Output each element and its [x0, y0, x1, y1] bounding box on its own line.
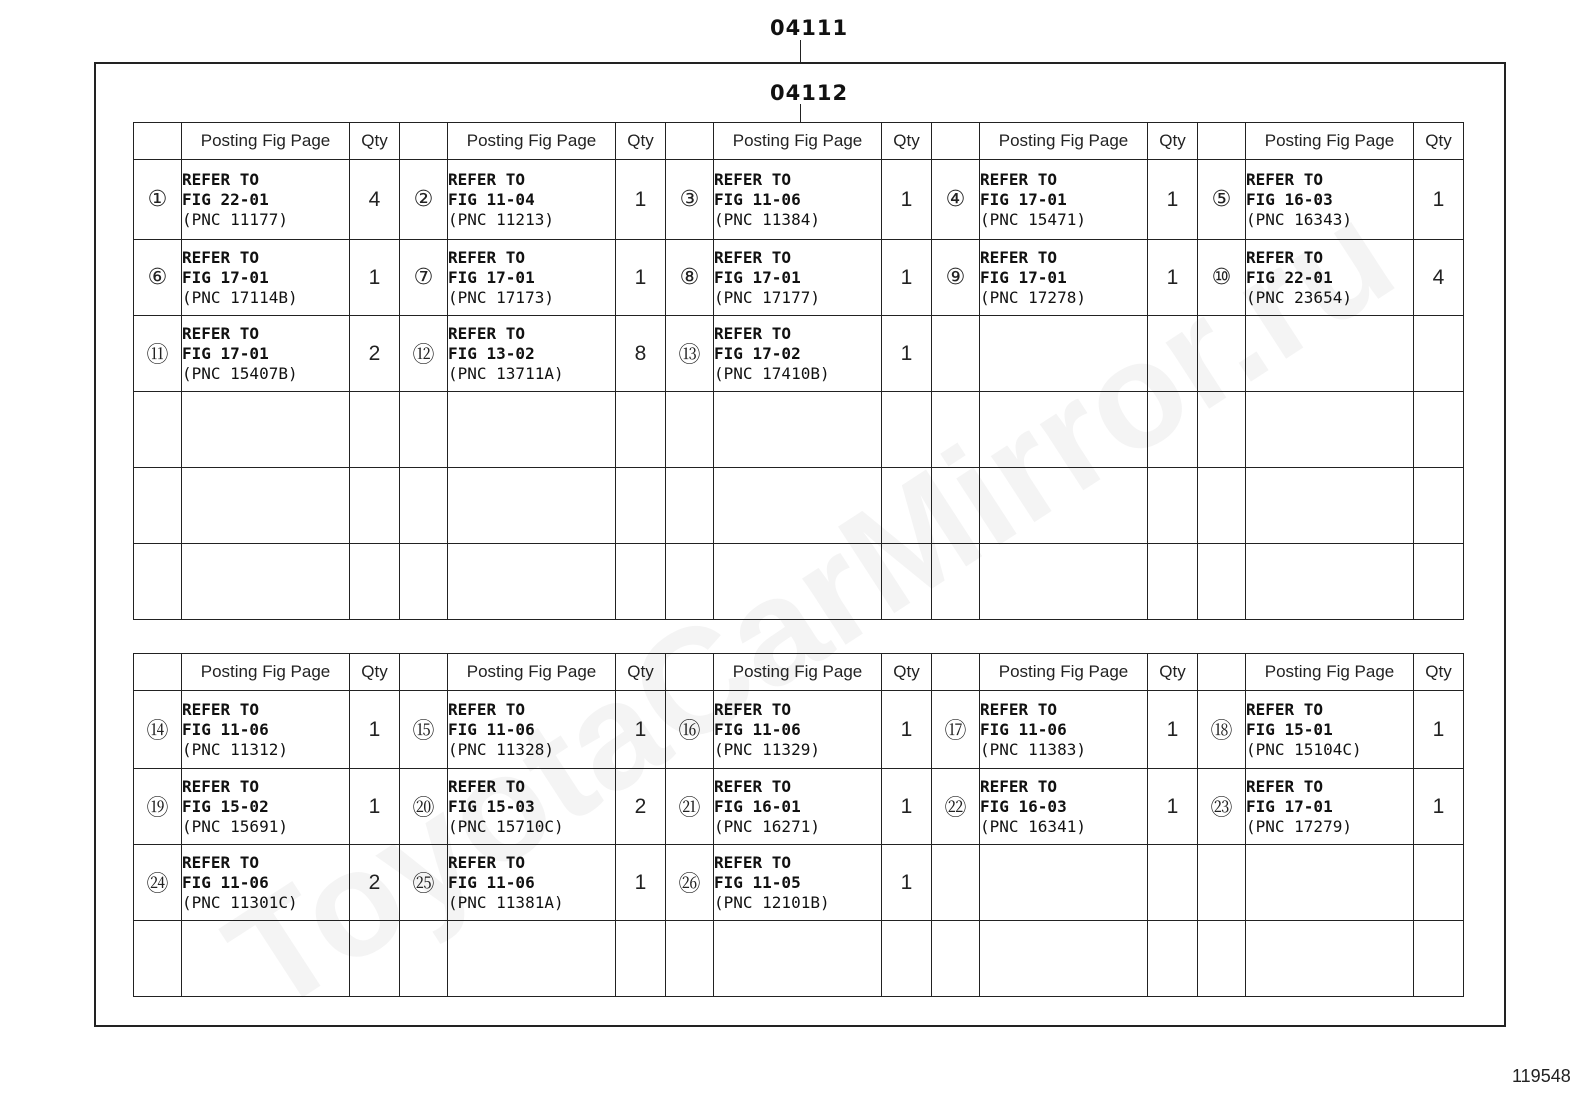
posting-reference: [448, 544, 616, 620]
reference-line-l1: REFER TO: [448, 247, 526, 267]
quantity: 1: [350, 769, 400, 845]
callout-number: ⑬: [666, 316, 714, 392]
reference-line-l1: REFER TO: [182, 699, 260, 719]
table-row: [134, 316, 1464, 392]
posting-reference: [714, 544, 882, 620]
table-row: [134, 769, 1464, 845]
quantity: 1: [1148, 769, 1198, 845]
reference-line-l1: REFER TO: [980, 699, 1058, 719]
quantity: [1148, 544, 1198, 620]
callout-number: ③: [666, 160, 714, 240]
quantity: 1: [1148, 691, 1198, 769]
reference-line-l2: FIG 11-06: [980, 719, 1067, 739]
reference-line-l2: FIG 16-01: [714, 796, 801, 816]
header-qty: Qty: [1414, 654, 1464, 691]
header-qty: Qty: [616, 123, 666, 160]
quantity: 2: [350, 316, 400, 392]
reference-line-l3: (PNC 17279): [1246, 816, 1352, 836]
reference-line-l1: REFER TO: [182, 169, 260, 189]
reference-line-l3: (PNC 11301C): [182, 892, 298, 912]
callout-number: [932, 316, 980, 392]
callout-number: [134, 468, 182, 544]
reference-line-l1: REFER TO: [980, 776, 1058, 796]
posting-reference: [980, 240, 1148, 316]
reference-line-l3: (PNC 11177): [182, 209, 288, 229]
posting-reference: [448, 316, 616, 392]
callout-number: [932, 468, 980, 544]
callout-number: [932, 921, 980, 997]
posting-reference: [1246, 240, 1414, 316]
quantity: [616, 468, 666, 544]
posting-reference: [1246, 921, 1414, 997]
quantity: [1414, 845, 1464, 921]
quantity: [1414, 921, 1464, 997]
reference-line-l2: FIG 17-01: [448, 267, 535, 287]
reference-line-l2: FIG 16-03: [980, 796, 1067, 816]
reference-line-l2: FIG 17-01: [1246, 796, 1333, 816]
callout-number: [932, 392, 980, 468]
header-qty: Qty: [1414, 123, 1464, 160]
reference-line-l2: FIG 17-01: [182, 343, 269, 363]
reference-line-l1: REFER TO: [448, 852, 526, 872]
reference-line-l3: (PNC 11312): [182, 739, 288, 759]
reference-line-l2: FIG 22-01: [1246, 267, 1333, 287]
reference-line-l3: (PNC 23654): [1246, 287, 1352, 307]
reference-line-l2: FIG 11-06: [714, 719, 801, 739]
callout-number: [1198, 544, 1246, 620]
header-posting: Posting Fig Page: [448, 654, 616, 691]
reference-line-l2: FIG 22-01: [182, 189, 269, 209]
header-posting: Posting Fig Page: [714, 123, 882, 160]
quantity: [1148, 468, 1198, 544]
reference-line-l2: FIG 15-02: [182, 796, 269, 816]
callout-number: ⑤: [1198, 160, 1246, 240]
callout-number: [400, 392, 448, 468]
posting-reference: [182, 544, 350, 620]
posting-reference: [182, 921, 350, 997]
header-num-cell: [932, 123, 980, 160]
reference-line-l3: (PNC 17410B): [714, 363, 830, 383]
reference-line-l3: (PNC 11381A): [448, 892, 564, 912]
reference-line-l3: (PNC 16341): [980, 816, 1086, 836]
reference-line-l2: FIG 15-01: [1246, 719, 1333, 739]
quantity: 1: [882, 240, 932, 316]
posting-reference: [980, 468, 1148, 544]
reference-line-l3: (PNC 11213): [448, 209, 554, 229]
quantity: 1: [1148, 240, 1198, 316]
callout-number: ⑪: [134, 316, 182, 392]
table-row: [134, 544, 1464, 620]
reference-line-l2: FIG 11-06: [448, 872, 535, 892]
reference-line-l1: REFER TO: [714, 247, 792, 267]
callout-number: ⑱: [1198, 691, 1246, 769]
posting-reference: [448, 240, 616, 316]
posting-reference: [1246, 691, 1414, 769]
reference-line-l2: FIG 17-01: [980, 267, 1067, 287]
callout-number: [400, 921, 448, 997]
posting-reference: [714, 240, 882, 316]
reference-line-l3: (PNC 11329): [714, 739, 820, 759]
reference-line-l1: REFER TO: [448, 323, 526, 343]
reference-line-l3: (PNC 15407B): [182, 363, 298, 383]
table-row: [134, 691, 1464, 769]
callout-number: ②: [400, 160, 448, 240]
posting-reference: [1246, 392, 1414, 468]
callout-number: ㉒: [932, 769, 980, 845]
quantity: 1: [616, 240, 666, 316]
reference-line-l3: (PNC 16271): [714, 816, 820, 836]
quantity: 1: [1414, 691, 1464, 769]
reference-line-l3: (PNC 12101B): [714, 892, 830, 912]
reference-line-l3: (PNC 11328): [448, 739, 554, 759]
callout-number: ⑲: [134, 769, 182, 845]
callout-number: [134, 921, 182, 997]
reference-line-l3: (PNC 17278): [980, 287, 1086, 307]
quantity: [1414, 544, 1464, 620]
quantity: [1414, 316, 1464, 392]
reference-line-l3: (PNC 17114B): [182, 287, 298, 307]
reference-line-l3: (PNC 17173): [448, 287, 554, 307]
posting-reference: [182, 392, 350, 468]
reference-line-l1: REFER TO: [1246, 247, 1324, 267]
reference-line-l1: REFER TO: [448, 776, 526, 796]
posting-reference: [980, 544, 1148, 620]
quantity: [616, 392, 666, 468]
posting-reference: [714, 468, 882, 544]
callout-number: [1198, 845, 1246, 921]
header-qty: Qty: [350, 654, 400, 691]
reference-line-l1: REFER TO: [980, 169, 1058, 189]
reference-line-l1: REFER TO: [714, 776, 792, 796]
posting-reference: [182, 468, 350, 544]
quantity: [882, 544, 932, 620]
callout-number: ㉔: [134, 845, 182, 921]
posting-reference: [1246, 316, 1414, 392]
callout-number: ㉕: [400, 845, 448, 921]
reference-line-l3: (PNC 13711A): [448, 363, 564, 383]
parts-table-upper: [133, 122, 1464, 620]
reference-line-l2: FIG 11-06: [182, 719, 269, 739]
posting-reference: [1246, 845, 1414, 921]
posting-reference: [980, 392, 1148, 468]
quantity: 1: [616, 160, 666, 240]
quantity: 4: [1414, 240, 1464, 316]
quantity: [882, 468, 932, 544]
reference-line-l2: FIG 17-01: [182, 267, 269, 287]
header-qty: Qty: [1148, 654, 1198, 691]
reference-line-l1: REFER TO: [714, 323, 792, 343]
quantity: 1: [882, 160, 932, 240]
header-posting: Posting Fig Page: [182, 123, 350, 160]
callout-number: ⑮: [400, 691, 448, 769]
quantity: 1: [1414, 769, 1464, 845]
callout-number: [134, 544, 182, 620]
header-posting: Posting Fig Page: [1246, 654, 1414, 691]
reference-line-l3: (PNC 15104C): [1246, 739, 1362, 759]
header-row: [134, 654, 1464, 691]
header-num-cell: [666, 654, 714, 691]
quantity: 1: [882, 845, 932, 921]
reference-line-l1: REFER TO: [714, 699, 792, 719]
callout-number: ⑩: [1198, 240, 1246, 316]
callout-number: [1198, 392, 1246, 468]
quantity: [1148, 316, 1198, 392]
reference-line-l3: (PNC 11383): [980, 739, 1086, 759]
quantity: [616, 544, 666, 620]
header-num-cell: [134, 123, 182, 160]
callout-number: ⑦: [400, 240, 448, 316]
quantity: 1: [350, 240, 400, 316]
posting-reference: [714, 316, 882, 392]
header-row: [134, 123, 1464, 160]
quantity: [1148, 392, 1198, 468]
header-posting: Posting Fig Page: [980, 654, 1148, 691]
posting-reference: [980, 691, 1148, 769]
header-qty: Qty: [350, 123, 400, 160]
reference-line-l1: REFER TO: [448, 169, 526, 189]
reference-line-l3: (PNC 15710C): [448, 816, 564, 836]
callout-number: [1198, 921, 1246, 997]
quantity: 8: [616, 316, 666, 392]
reference-line-l1: REFER TO: [714, 169, 792, 189]
header-posting: Posting Fig Page: [980, 123, 1148, 160]
reference-line-l1: REFER TO: [1246, 699, 1324, 719]
posting-reference: [1246, 544, 1414, 620]
reference-line-l3: (PNC 16343): [1246, 209, 1352, 229]
quantity: 1: [616, 691, 666, 769]
quantity: [350, 544, 400, 620]
quantity: 2: [350, 845, 400, 921]
posting-reference: [182, 845, 350, 921]
reference-line-l3: (PNC 17177): [714, 287, 820, 307]
callout-number: [134, 392, 182, 468]
reference-line-l2: FIG 17-01: [980, 189, 1067, 209]
reference-line-l2: FIG 11-04: [448, 189, 535, 209]
callout-number: ⑫: [400, 316, 448, 392]
header-posting: Posting Fig Page: [182, 654, 350, 691]
quantity: 1: [1148, 160, 1198, 240]
reference-line-l1: REFER TO: [1246, 776, 1324, 796]
posting-reference: [1246, 160, 1414, 240]
reference-line-l1: REFER TO: [182, 776, 260, 796]
callout-number: ①: [134, 160, 182, 240]
quantity: 1: [350, 691, 400, 769]
posting-reference: [182, 316, 350, 392]
reference-line-l2: FIG 16-03: [1246, 189, 1333, 209]
inner-leader-line: [800, 104, 801, 122]
header-num-cell: [134, 654, 182, 691]
header-posting: Posting Fig Page: [448, 123, 616, 160]
callout-number: ⑭: [134, 691, 182, 769]
header-num-cell: [1198, 123, 1246, 160]
callout-number: ⑰: [932, 691, 980, 769]
table-row: [134, 921, 1464, 997]
posting-reference: [448, 468, 616, 544]
reference-line-l1: REFER TO: [182, 247, 260, 267]
reference-line-l1: REFER TO: [1246, 169, 1324, 189]
posting-reference: [182, 769, 350, 845]
posting-reference: [448, 845, 616, 921]
posting-reference: [1246, 769, 1414, 845]
callout-number: [666, 392, 714, 468]
quantity: [350, 468, 400, 544]
callout-number: [666, 544, 714, 620]
quantity: 1: [1414, 160, 1464, 240]
table-row: [134, 845, 1464, 921]
callout-number: ㉖: [666, 845, 714, 921]
table-row: [134, 392, 1464, 468]
quantity: 1: [882, 691, 932, 769]
figure-id: 119548: [1512, 1066, 1571, 1086]
callout-number: [400, 544, 448, 620]
callout-number: ⑧: [666, 240, 714, 316]
reference-line-l3: (PNC 15691): [182, 816, 288, 836]
reference-line-l2: FIG 17-01: [714, 267, 801, 287]
callout-number: [666, 468, 714, 544]
table-row: [134, 468, 1464, 544]
callout-number: ㉓: [1198, 769, 1246, 845]
quantity: [1414, 468, 1464, 544]
callout-number: ㉑: [666, 769, 714, 845]
quantity: [616, 921, 666, 997]
header-posting: Posting Fig Page: [714, 654, 882, 691]
reference-line-l2: FIG 11-06: [182, 872, 269, 892]
quantity: [350, 921, 400, 997]
header-num-cell: [932, 654, 980, 691]
header-qty: Qty: [882, 123, 932, 160]
reference-line-l1: REFER TO: [448, 699, 526, 719]
posting-reference: [448, 769, 616, 845]
posting-reference: [714, 769, 882, 845]
callout-number: [1198, 316, 1246, 392]
callout-number: ⑨: [932, 240, 980, 316]
quantity: [350, 392, 400, 468]
posting-reference: [448, 392, 616, 468]
reference-line-l1: REFER TO: [980, 247, 1058, 267]
callout-number: ⑯: [666, 691, 714, 769]
table-row: [134, 160, 1464, 240]
quantity: [882, 392, 932, 468]
quantity: 4: [350, 160, 400, 240]
inner-assembly-code: 04112: [770, 81, 849, 105]
header-posting: Posting Fig Page: [1246, 123, 1414, 160]
callout-number: [932, 845, 980, 921]
reference-line-l2: FIG 11-05: [714, 872, 801, 892]
reference-line-l1: REFER TO: [714, 852, 792, 872]
posting-reference: [182, 691, 350, 769]
posting-reference: [182, 160, 350, 240]
outer-leader-line: [800, 40, 801, 62]
posting-reference: [1246, 468, 1414, 544]
posting-reference: [714, 921, 882, 997]
callout-number: ⑳: [400, 769, 448, 845]
posting-reference: [714, 160, 882, 240]
quantity: 1: [616, 845, 666, 921]
posting-reference: [980, 921, 1148, 997]
posting-reference: [448, 160, 616, 240]
table-row: [134, 240, 1464, 316]
posting-reference: [980, 845, 1148, 921]
quantity: [1148, 845, 1198, 921]
reference-line-l3: (PNC 11384): [714, 209, 820, 229]
callout-number: [400, 468, 448, 544]
quantity: [882, 921, 932, 997]
reference-line-l3: (PNC 15471): [980, 209, 1086, 229]
reference-line-l2: FIG 11-06: [448, 719, 535, 739]
header-num-cell: [1198, 654, 1246, 691]
callout-number: [666, 921, 714, 997]
outer-assembly-code: 04111: [770, 16, 849, 40]
header-num-cell: [400, 654, 448, 691]
posting-reference: [714, 845, 882, 921]
posting-reference: [714, 392, 882, 468]
reference-line-l1: REFER TO: [182, 323, 260, 343]
reference-line-l2: FIG 11-06: [714, 189, 801, 209]
callout-number: ⑥: [134, 240, 182, 316]
reference-line-l1: REFER TO: [182, 852, 260, 872]
quantity: [1414, 392, 1464, 468]
quantity: 1: [882, 316, 932, 392]
posting-reference: [980, 316, 1148, 392]
callout-number: [932, 544, 980, 620]
posting-reference: [980, 769, 1148, 845]
header-qty: Qty: [1148, 123, 1198, 160]
quantity: 2: [616, 769, 666, 845]
header-num-cell: [666, 123, 714, 160]
posting-reference: [980, 160, 1148, 240]
posting-reference: [448, 691, 616, 769]
posting-reference: [448, 921, 616, 997]
header-qty: Qty: [882, 654, 932, 691]
reference-line-l2: FIG 13-02: [448, 343, 535, 363]
parts-table-lower: [133, 653, 1464, 997]
header-num-cell: [400, 123, 448, 160]
quantity: [1148, 921, 1198, 997]
reference-line-l2: FIG 17-02: [714, 343, 801, 363]
quantity: 1: [882, 769, 932, 845]
header-qty: Qty: [616, 654, 666, 691]
reference-line-l2: FIG 15-03: [448, 796, 535, 816]
callout-number: [1198, 468, 1246, 544]
posting-reference: [714, 691, 882, 769]
callout-number: ④: [932, 160, 980, 240]
posting-reference: [182, 240, 350, 316]
